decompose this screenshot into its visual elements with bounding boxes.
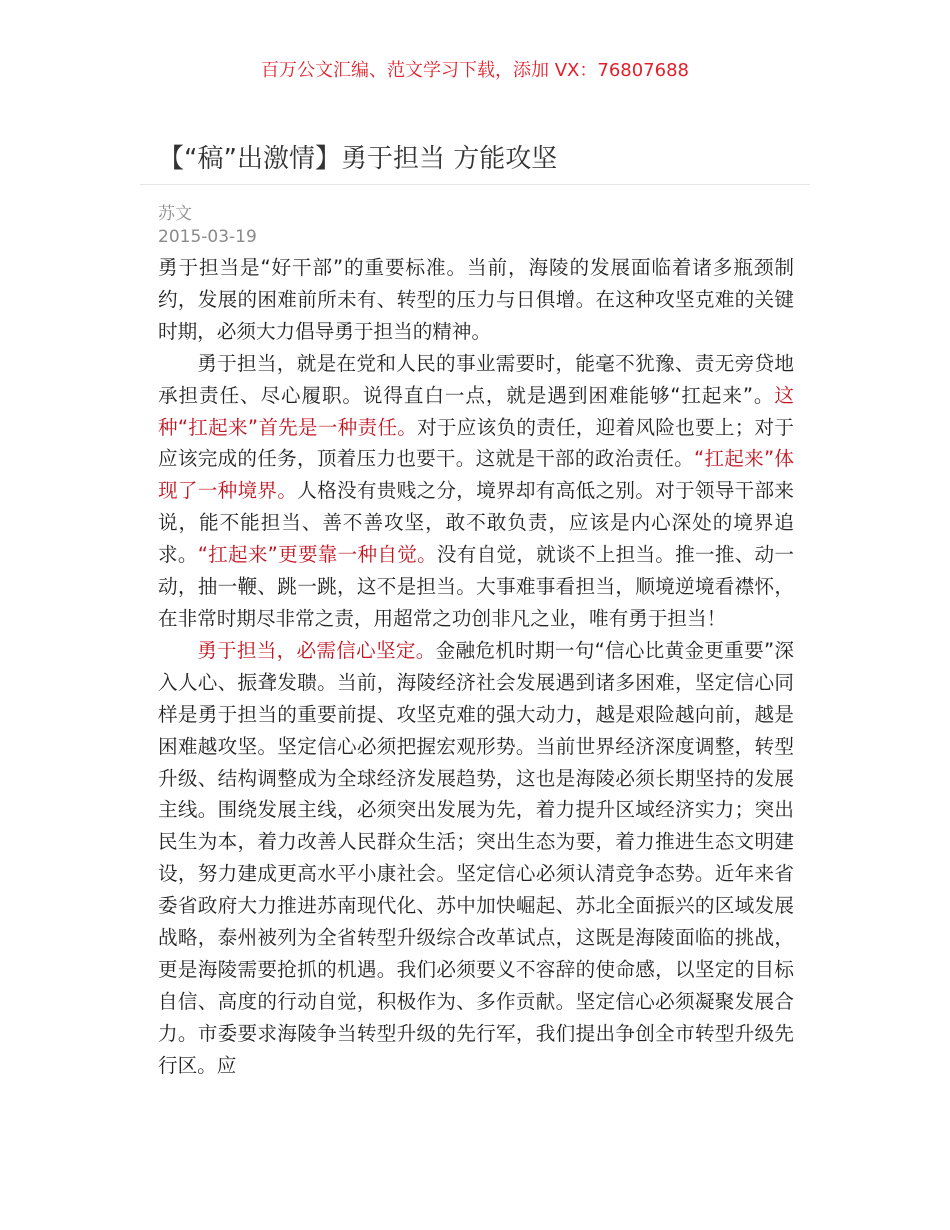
paragraph-2-text-c: 人格没有贵贱之分，境界却有高低之别。对于领导干部来说，能不能担当、善不善攻坚，敢不敢负责，应该是内心深处的境界追求。: [158, 479, 795, 567]
article-date: 2015-03-19: [158, 227, 257, 247]
paragraph-2-text-a: 勇于担当，就是在党和人民的事业需要时，能毫不犹豫、责无旁贷地承担责任、尽心履职。说得直白一点，就是遇到困难能够“扛起来”。: [158, 351, 794, 407]
highlight-realm: “扛起来”体现了一种境界。: [158, 447, 795, 503]
article-meta: [158, 203, 798, 249]
paragraph-3: [158, 635, 794, 1082]
article-body: [158, 252, 794, 1082]
paragraph-2-text-b: 对于应该负的责任，迎着风险也要上；对于应该完成的任务，顶着压力也要干。这就是干部的政治责任。: [158, 415, 795, 471]
download-banner: 百万公文汇编、范文学习下载，添加 VX：76807688: [261, 60, 689, 81]
paragraph-1: [158, 252, 794, 348]
title-divider: [140, 184, 810, 185]
paragraph-2-text-d: 没有自觉，就谈不上担当。推一推、动一动，抽一鞭、跳一跳，这不是担当。大事难事看担当，顺境逆境看襟怀，在非常时期尽非常之责，用超常之功创非凡之业，唯有勇于担当！: [158, 543, 795, 630]
article-author: 苏文: [158, 204, 192, 224]
paragraph-1-text: 勇于担当是“好干部”的重要标准。当前，海陵的发展面临着诸多瓶颈制约，发展的困难前所未有、转型的压力与日俱增。在这种攻坚克难的关键时期，必须大力倡导勇于担当的精神。: [158, 256, 794, 343]
highlight-responsibility: 这种“扛起来”首先是一种责任。: [158, 383, 794, 439]
article-title: 【“稿”出激情】勇于担当 方能攻坚: [158, 144, 558, 174]
paragraph-2: [158, 348, 794, 635]
paragraph-3-text: 金融危机时期一句“信心比黄金更重要”深入人心、振聋发聩。当前，海陵经济社会发展遇到诸多困难，坚定信心同样是勇于担当的重要前提、攻坚克难的强大动力，越是艰险越向前，越是困难越攻坚。坚定信心必须把握宏观形势。当前世界经济深度调整，转型升级、结构调整成为全球经济发展趋势，这也是海陵必须长期坚持的发展主线。围绕发展主线，必须突出发展为先，着力提升区域经济实力；突出民生为本，着力改善人民群众生活；突出生态为要，着力推进生态文明建设，努力建成更高水平小康社会。坚定信心必须认清竞争态势。近年来省委省政府大力推进苏南现代化、苏中加快崛起、苏北全面振兴的区域发展战略，泰州被列为全省转型升级综合改革试点，这既是海陵面临的挑战，更是海陵需要抢抓的机遇。我们必须要义不容辞的使命感，以坚定的目标自信、高度的行动自觉，积极作为、多作贡献。坚定信心必须凝聚发展合力。市委要求海陵争当转型升级的先行军，我们提出争创全市转型升级先行区。应: [158, 638, 794, 1077]
highlight-confidence: 勇于担当，必需信心坚定。: [197, 638, 436, 662]
highlight-consciousness: “扛起来”更要靠一种自觉。: [197, 543, 437, 567]
